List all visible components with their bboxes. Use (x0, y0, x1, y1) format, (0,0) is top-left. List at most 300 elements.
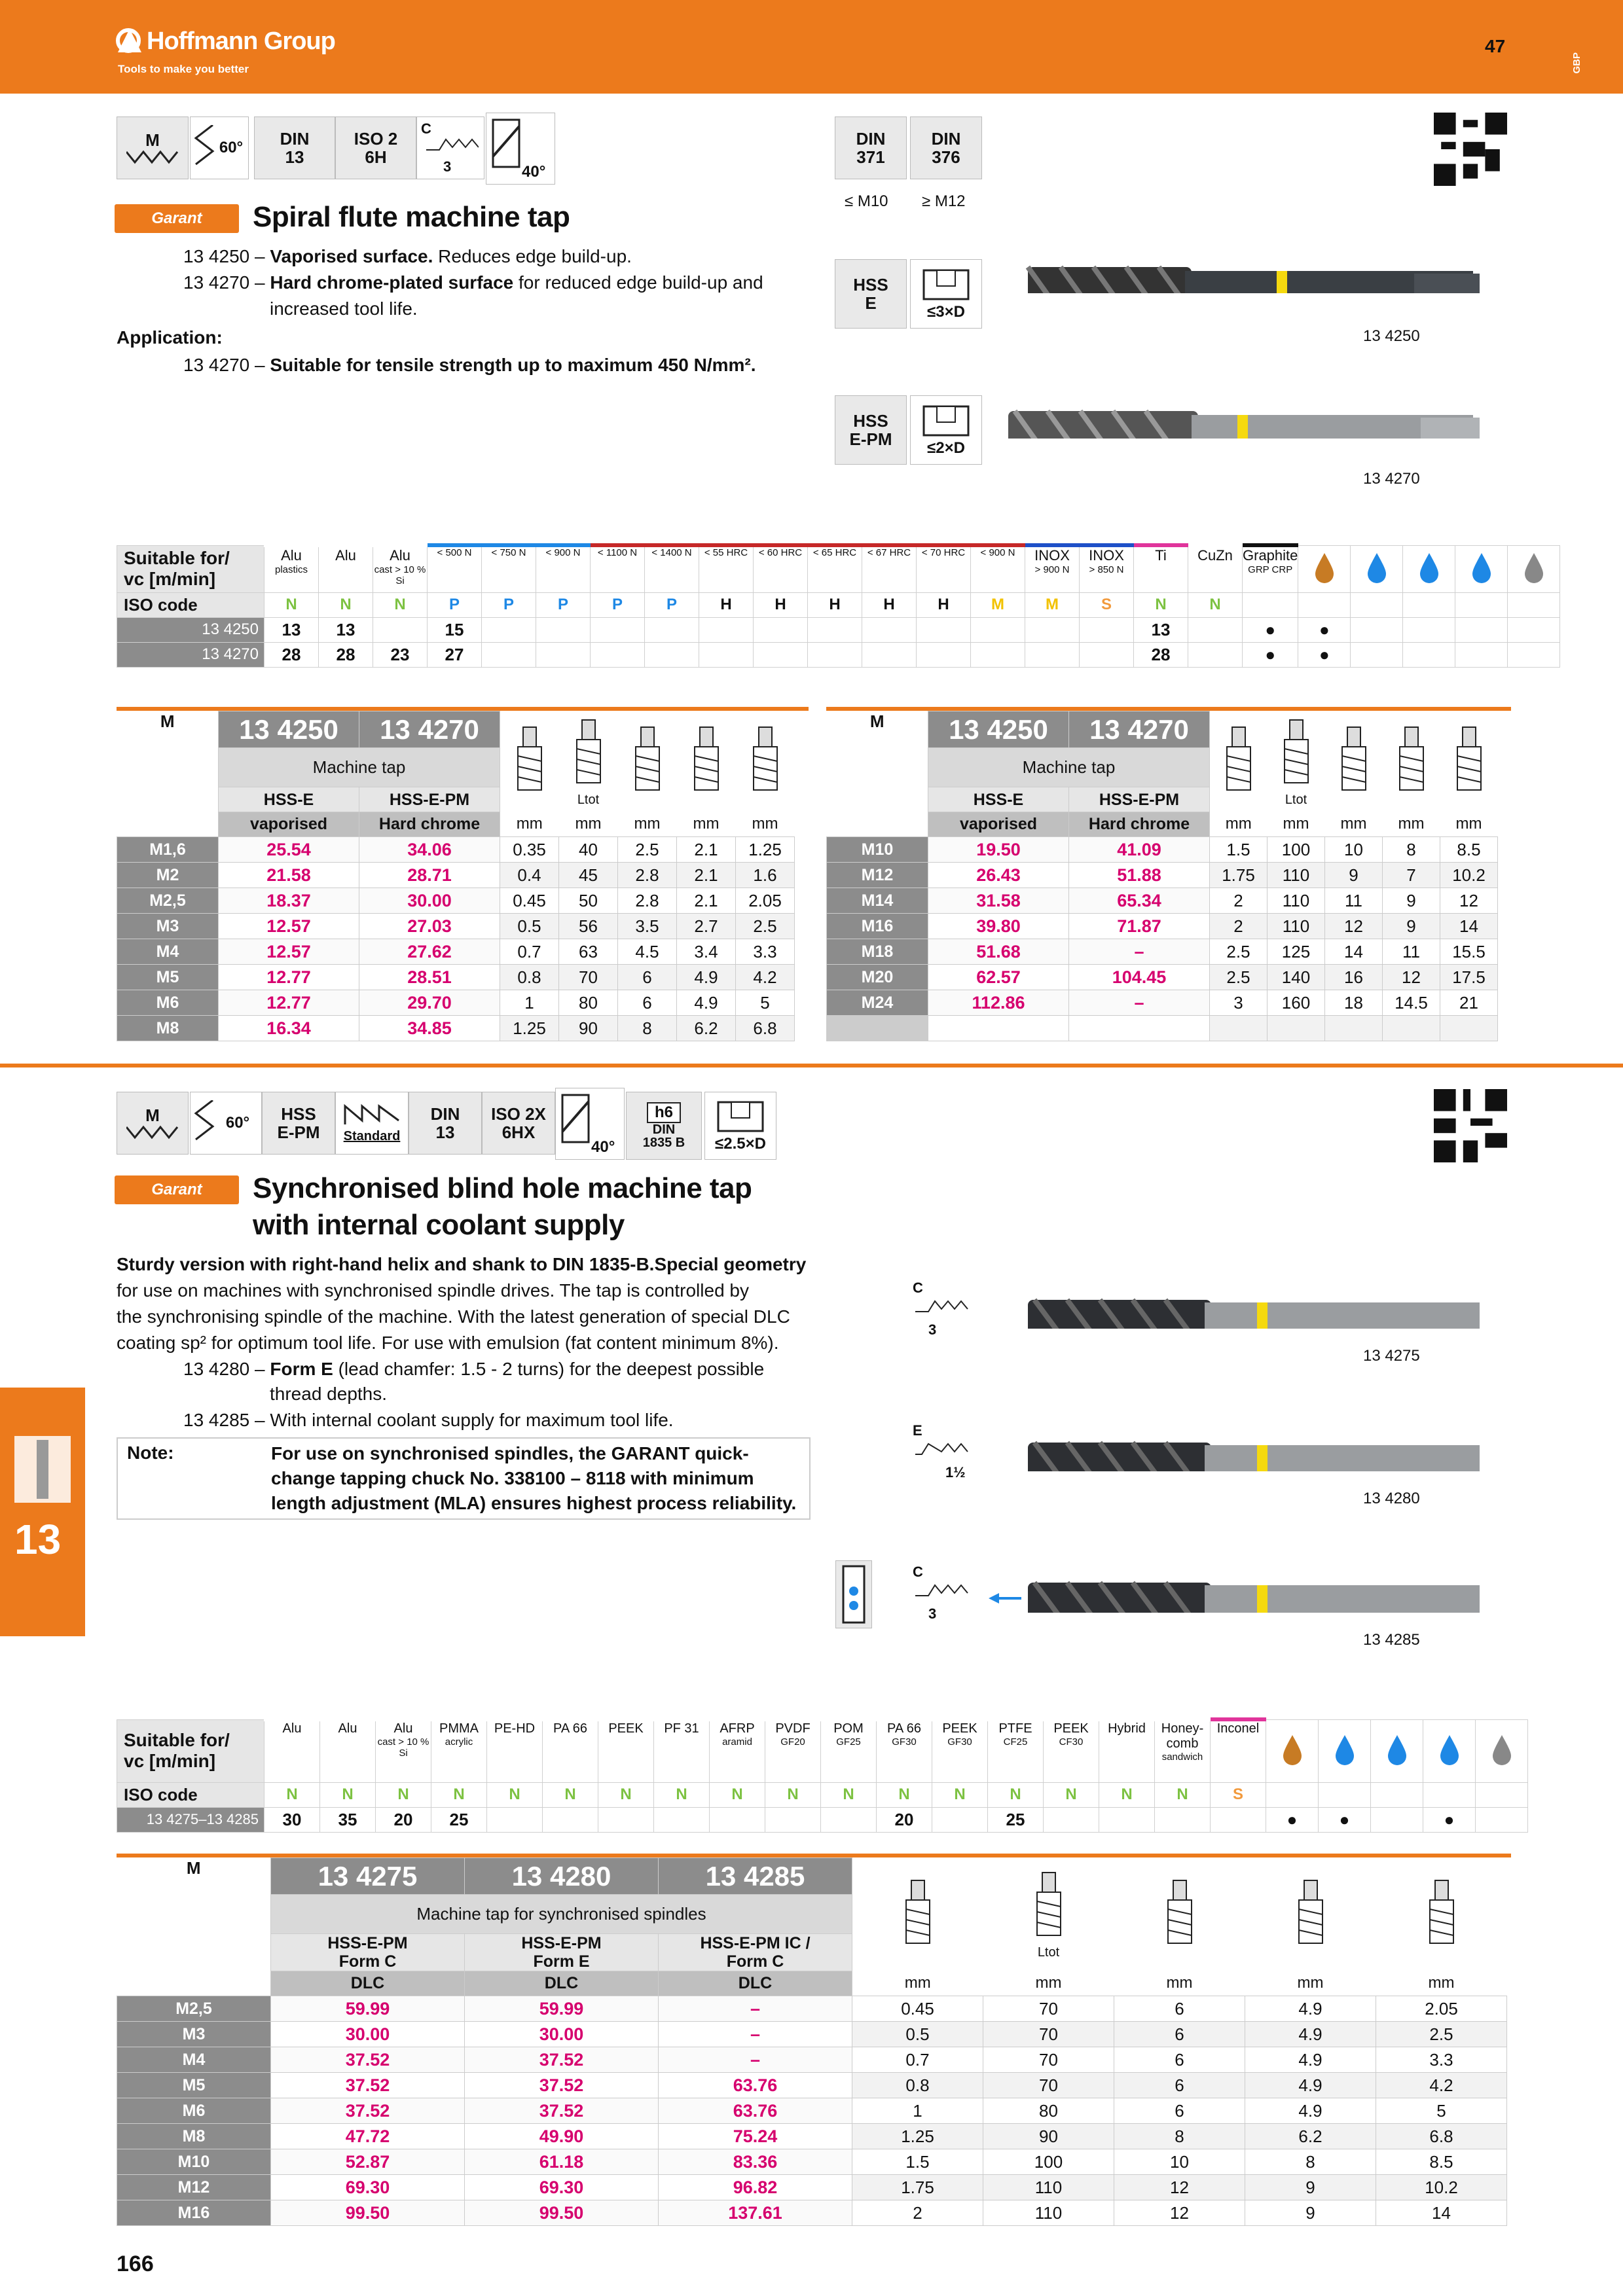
tool-code-134250: 13 4250 (1363, 327, 1420, 345)
dim-row (117, 863, 795, 888)
suit-col-head: INOX > 900 N (1025, 545, 1080, 592)
price: – (659, 2022, 852, 2047)
dim-drawing-icon (677, 711, 736, 812)
dimension: 6 (1114, 2022, 1245, 2047)
iso-cell: N (598, 1782, 654, 1807)
dim-table (826, 711, 1498, 1041)
suit-dot (1508, 617, 1560, 642)
suit-dot (1403, 617, 1455, 642)
page-number-top: 47 (1485, 36, 1506, 56)
suit-label: Suitable for/ vc [m/min] (117, 545, 264, 592)
dim-row (117, 1996, 1507, 2022)
suit-col-head: < 1400 N (645, 545, 699, 592)
note-text (271, 1441, 796, 1516)
coolant-col-icon (1455, 545, 1508, 592)
dim-row (117, 990, 795, 1016)
shank-h6-symbol (626, 1092, 702, 1160)
dimension: 1 (852, 2098, 983, 2124)
suit-val: 35 (320, 1807, 376, 1832)
dimension (1383, 1016, 1440, 1041)
price: 12.77 (219, 965, 359, 990)
suit-col-head: < 900 N (536, 545, 591, 592)
dimension: 0.7 (500, 939, 559, 965)
thread-size (827, 1016, 928, 1041)
thread-size: M10 (117, 2149, 271, 2175)
dimension: 70 (983, 1996, 1114, 2022)
price: 27.03 (359, 914, 500, 939)
dimension: 0.5 (500, 914, 559, 939)
suitability-grid (117, 543, 1560, 668)
suit-val (699, 617, 754, 642)
dimension: 2.5 (1210, 939, 1267, 965)
dim-row (827, 837, 1498, 863)
dimension: 2.1 (677, 837, 736, 863)
suit-val: 30 (264, 1807, 320, 1832)
dimension: 0.45 (500, 888, 559, 914)
dimension: 4.9 (1245, 2098, 1376, 2124)
suit-col-head: CuZn (1188, 545, 1243, 592)
suit-col-head: Alu (264, 1719, 320, 1782)
iso-cell: H (917, 592, 971, 617)
price: 12.57 (219, 939, 359, 965)
tap-image-134250 (1002, 247, 1506, 293)
tap-chapter-icon (12, 1433, 73, 1505)
dimension: 2.5 (618, 837, 677, 863)
unit-head: mm (634, 815, 661, 833)
dimension: 2.05 (1376, 1996, 1507, 2022)
tool-code-134270: 13 4270 (1363, 470, 1420, 488)
dimension (1210, 1016, 1267, 1041)
dimension: 1.25 (852, 2124, 983, 2149)
suit-val (917, 617, 971, 642)
thread-size: M4 (117, 2047, 271, 2073)
dimension: 80 (559, 990, 618, 1016)
iso-blank (1351, 592, 1403, 617)
dimension: 70 (983, 2047, 1114, 2073)
dimension: 0.35 (500, 837, 559, 863)
dimension: 10 (1114, 2149, 1245, 2175)
iso-cell: N (932, 1782, 988, 1807)
thread-size: M5 (117, 2073, 271, 2098)
thread-size: M3 (117, 2022, 271, 2047)
price: 65.34 (1069, 888, 1210, 914)
thread-size: M6 (117, 990, 219, 1016)
suit-col-head: < 60 HRC (754, 545, 808, 592)
price: 112.86 (928, 990, 1069, 1016)
brand-name: Hoffmann Group (147, 27, 335, 55)
dimension: 12 (1114, 2200, 1245, 2226)
rest: (lead chamfer: 1.5 - 2 turns) for the deepest possible (333, 1359, 765, 1379)
dimension: 5 (736, 990, 795, 1016)
iso-cell: H (754, 592, 808, 617)
dimension: 9 (1245, 2200, 1376, 2226)
rest: for reduced edge build-up and (513, 272, 763, 293)
depth-3xd: ≤3×D (927, 303, 965, 321)
brand-logo (147, 27, 335, 56)
helix-icon (490, 117, 536, 170)
material-hssepm-2: HSS E-PM (262, 1092, 335, 1155)
tap-image-134280 (1021, 1426, 1506, 1471)
dimension: 14 (1325, 939, 1383, 965)
suit-val (645, 642, 699, 667)
iso2x-symbol: ISO 2X 6HX (482, 1092, 555, 1155)
suit-val (932, 1807, 988, 1832)
dimension: 140 (1267, 965, 1325, 990)
suit-col-head: PA 66 (543, 1719, 598, 1782)
suit-col-head: Alu plastics (264, 545, 319, 592)
code: 13 4270 – (183, 272, 265, 293)
suit-val (591, 642, 645, 667)
dimension: 2.05 (736, 888, 795, 914)
dimension: 8.5 (1440, 837, 1498, 863)
price: 34.85 (359, 1016, 500, 1041)
thread-size: M12 (827, 863, 928, 888)
suit-col-head: < 67 HRC (862, 545, 917, 592)
suit-val (754, 617, 808, 642)
suit-val: 13 (1134, 617, 1188, 642)
thread-size: M2,5 (117, 1996, 271, 2022)
price: 30.00 (465, 2022, 659, 2047)
helix-angle-symbol-2 (555, 1088, 625, 1160)
din371-symbol: DIN 371 (835, 117, 907, 179)
dimension: 10 (1325, 837, 1383, 863)
dim-row (827, 939, 1498, 965)
dim-row (117, 914, 795, 939)
dimension: 1.6 (736, 863, 795, 888)
suit-dot (1455, 642, 1508, 667)
dimension-table-right (826, 711, 1498, 1041)
dim-row (117, 2073, 1507, 2098)
chamfer-icon (915, 1580, 974, 1600)
price: 51.88 (1069, 863, 1210, 888)
dimension: 100 (983, 2149, 1114, 2175)
suit-col-head: < 750 N (482, 545, 536, 592)
blind-hole-icon (920, 266, 972, 303)
suit-val (710, 1807, 765, 1832)
unit-head: mm (1225, 815, 1252, 833)
finish-head: Hard chrome (1069, 812, 1210, 837)
suit-val: 15 (428, 617, 482, 642)
dimension-table-2 (117, 1857, 1507, 2226)
price: 37.52 (271, 2098, 465, 2124)
suitability-table-1 (117, 543, 1560, 668)
suit-val: 28 (319, 642, 373, 667)
price: 99.50 (271, 2200, 465, 2226)
dimension: 110 (983, 2200, 1114, 2226)
iso-cell: N (319, 592, 373, 617)
finish-head: DLC (465, 1971, 659, 1996)
dimension: 6 (1114, 2098, 1245, 2124)
dim-row (117, 888, 795, 914)
suit-dot (1403, 642, 1455, 667)
iso-cell: N (710, 1782, 765, 1807)
suit-dot: ● (1243, 642, 1298, 667)
iso-blank (1455, 592, 1508, 617)
iso-cell: N (487, 1782, 543, 1807)
dimension: 8.5 (1376, 2149, 1507, 2175)
dimension: 110 (983, 2175, 1114, 2200)
dimension: 18 (1325, 990, 1383, 1016)
dimension: 8 (618, 1016, 677, 1041)
suit-col-head: PA 66 GF30 (877, 1719, 932, 1782)
suit-val (808, 617, 862, 642)
thread-size: M16 (827, 914, 928, 939)
iso-cell: N (1099, 1782, 1155, 1807)
thread-size: M8 (117, 2124, 271, 2149)
thread-size: M4 (117, 939, 219, 965)
dimension: 8 (1245, 2149, 1376, 2175)
suit-val: 25 (988, 1807, 1044, 1832)
material-head: HSS-E-PM Form E (465, 1934, 659, 1971)
dimension: 9 (1383, 888, 1440, 914)
unit-head: mm (693, 815, 720, 833)
iso-cell: N (1134, 592, 1188, 617)
suit-val (862, 642, 917, 667)
qr-code-icon-2[interactable] (1434, 1089, 1507, 1162)
code: 13 4280 – (183, 1359, 265, 1379)
tool-code-head: 13 4250 (928, 711, 1069, 748)
suit-label: Suitable for/ vc [m/min] (117, 1719, 264, 1782)
dimension: 40 (559, 837, 618, 863)
dimension: 90 (983, 2124, 1114, 2149)
price: 30.00 (271, 2022, 465, 2047)
chapter-side-tab[interactable] (0, 1388, 85, 1636)
dimension (1325, 1016, 1383, 1041)
price: 34.06 (359, 837, 500, 863)
unit-head: mm (1340, 815, 1367, 833)
price: 12.77 (219, 990, 359, 1016)
suit-row (117, 642, 1560, 667)
iso-cell: N (654, 1782, 710, 1807)
suit-row (117, 617, 1560, 642)
suit-col-head: Inconel (1211, 1719, 1266, 1782)
price: 28.71 (359, 863, 500, 888)
unit-head: mm (752, 815, 778, 833)
suit-col-head: Hybrid (1099, 1719, 1155, 1782)
material-head: HSS-E (219, 787, 359, 812)
standard-symbol (335, 1092, 409, 1155)
dimension: 110 (1267, 888, 1325, 914)
dimension: 7 (1383, 863, 1440, 888)
dimension-table-left (117, 711, 795, 1041)
code: 13 4250 – (183, 246, 265, 266)
dimension: 2.1 (677, 863, 736, 888)
suit-col-head: < 900 N (971, 545, 1025, 592)
suit-dot (1455, 617, 1508, 642)
angle-symbol-2 (190, 1092, 262, 1155)
page-number-bottom: 166 (117, 2251, 154, 2276)
coolant-col-icon (1351, 545, 1403, 592)
dimension: 4.9 (1245, 1996, 1376, 2022)
dim-drawing-icon: Ltot (1267, 711, 1325, 812)
suit-col-head: AFRP aramid (710, 1719, 765, 1782)
price: 26.43 (928, 863, 1069, 888)
suit-dot: ● (1298, 642, 1351, 667)
dim-row (117, 837, 795, 863)
thread-size: M2 (117, 863, 219, 888)
price (928, 1016, 1069, 1041)
depth-2xd-symbol (910, 395, 982, 465)
suit-val (482, 617, 536, 642)
material-hsse: HSS E (835, 259, 907, 329)
suit-col-head: Alu (319, 545, 373, 592)
qr-code-icon[interactable] (1434, 113, 1507, 186)
dimension: 4.2 (736, 965, 795, 990)
material-hssepm: HSS E-PM (835, 395, 907, 465)
machine-label: Machine tap (928, 748, 1210, 787)
suit-col-head: POM GF25 (821, 1719, 877, 1782)
suit-val: 28 (264, 642, 319, 667)
price: – (1069, 939, 1210, 965)
dimension: 16 (1325, 965, 1383, 990)
dimension: 50 (559, 888, 618, 914)
suit-val (645, 617, 699, 642)
dimension: 2.5 (1210, 965, 1267, 990)
dimension: 14 (1440, 914, 1498, 939)
desc-line-4250 (183, 243, 632, 270)
dim-drawing-icon: Ltot (983, 1858, 1114, 1971)
iso-cell: N (543, 1782, 598, 1807)
dimension: 10.2 (1376, 2175, 1507, 2200)
suit-code: 13 4250 (117, 617, 264, 642)
garant-badge: Garant (115, 204, 239, 233)
suit-dot (1351, 642, 1403, 667)
material-head: HSS-E (928, 787, 1069, 812)
suit-header-row (117, 1719, 1528, 1782)
din13-symbol-2: DIN 13 (409, 1092, 482, 1155)
dimension: 4.9 (677, 965, 736, 990)
dimension: 0.45 (852, 1996, 983, 2022)
dimension: 6.8 (736, 1016, 795, 1041)
dimension: 9 (1245, 2175, 1376, 2200)
dimension: 4.9 (1245, 2047, 1376, 2073)
dimension: 1.25 (500, 1016, 559, 1041)
code: 13 4270 – (183, 355, 265, 375)
dim-head-1 (827, 711, 1498, 748)
coolant-col-icon (1298, 545, 1351, 592)
dimension: 3.3 (1376, 2047, 1507, 2073)
chamfer-icon (915, 1296, 974, 1316)
tool-code-head: 13 4270 (1069, 711, 1210, 748)
symbol-m: M (145, 1105, 160, 1125)
iso2-6h-symbol: ISO 2 6H (335, 117, 416, 179)
turns: 3 (928, 1605, 937, 1622)
suit-col-head: Alu cast > 10 % Si (376, 1719, 431, 1782)
price: 83.36 (659, 2149, 852, 2175)
dimension: 90 (559, 1016, 618, 1041)
iso-cell: N (821, 1782, 877, 1807)
turns: 1½ (945, 1464, 966, 1480)
suit-col-head: Ti (1134, 545, 1188, 592)
din1835b: DIN 1835 B (642, 1122, 685, 1150)
suit-dot: ● (1266, 1807, 1319, 1832)
dimension: 9 (1325, 863, 1383, 888)
finish-head: DLC (271, 1971, 465, 1996)
price: 51.68 (928, 939, 1069, 965)
material-head: HSS-E-PM Form C (271, 1934, 465, 1971)
application-label: Application: (117, 327, 223, 348)
dimension: 6 (1114, 2047, 1245, 2073)
dimension: 0.8 (852, 2073, 983, 2098)
suit-col-head: PEEK GF30 (932, 1719, 988, 1782)
dimension: 6.2 (1245, 2124, 1376, 2149)
dimension: 5 (1376, 2098, 1507, 2124)
suit-dot: ● (1423, 1807, 1476, 1832)
hoffmann-logo-icon (115, 26, 144, 55)
suit-val (1155, 1807, 1211, 1832)
suit-val: 20 (376, 1807, 431, 1832)
dimension: 1.25 (736, 837, 795, 863)
iso-cell: N (264, 1782, 320, 1807)
symbol-60deg: 60° (225, 1114, 250, 1132)
suit-header-row (117, 545, 1560, 592)
dimension: 2 (852, 2200, 983, 2226)
suit-val (598, 1807, 654, 1832)
dim-drawing-icon (852, 1858, 983, 1971)
dim-drawing-icon (1245, 1858, 1376, 1971)
suit-val (1211, 1807, 1266, 1832)
price: 27.62 (359, 939, 500, 965)
suit-val (1044, 1807, 1099, 1832)
thread-size: M20 (827, 965, 928, 990)
dimension: 6 (1114, 1996, 1245, 2022)
chamfer-c-symbol-3 (909, 1560, 982, 1632)
suit-col-head: < 65 HRC (808, 545, 862, 592)
note-box (117, 1437, 811, 1520)
price: 37.52 (465, 2047, 659, 2073)
material-head: HSS-E-PM (359, 787, 500, 812)
product-title-1: Spiral flute machine tap (253, 201, 570, 233)
desc-line-4285: 13 4285 – With internal coolant supply for maximum tool life. (183, 1410, 674, 1430)
unit-head: mm (1035, 1974, 1062, 1992)
material-head: HSS-E-PM IC / Form C (659, 1934, 852, 1971)
suit-val (654, 1807, 710, 1832)
price: – (659, 2047, 852, 2073)
dimension: 80 (983, 2098, 1114, 2124)
dim-m-head: M (160, 711, 175, 731)
dimension: 11 (1383, 939, 1440, 965)
suit-val (1188, 617, 1243, 642)
iso-row (117, 592, 1560, 617)
suit-val (808, 642, 862, 667)
section-divider (0, 1064, 1623, 1067)
suit-val (821, 1807, 877, 1832)
iso-cell: S (1211, 1782, 1266, 1807)
price: 71.87 (1069, 914, 1210, 939)
thread-size: M10 (827, 837, 928, 863)
dimension: 2 (1210, 914, 1267, 939)
suit-col-head: PTFE CF25 (988, 1719, 1044, 1782)
tolerance-h6: h6 (647, 1102, 681, 1123)
suit-val (971, 642, 1025, 667)
price: 39.80 (928, 914, 1069, 939)
thread-size: M2,5 (117, 888, 219, 914)
iso-cell: N (1044, 1782, 1099, 1807)
desc-line-4280 (183, 1356, 764, 1382)
thread-size: M12 (117, 2175, 271, 2200)
dimension: 11 (1325, 888, 1383, 914)
dim-head-1 (117, 711, 795, 748)
dimension: 45 (559, 863, 618, 888)
price: – (1069, 990, 1210, 1016)
dimension: 70 (983, 2022, 1114, 2047)
price: 59.99 (465, 1996, 659, 2022)
iso-blank (1508, 592, 1560, 617)
dimension: 8 (1383, 837, 1440, 863)
dimension: 110 (1267, 914, 1325, 939)
din371-range: ≤ M10 (845, 192, 888, 210)
suit-val: 25 (431, 1807, 487, 1832)
